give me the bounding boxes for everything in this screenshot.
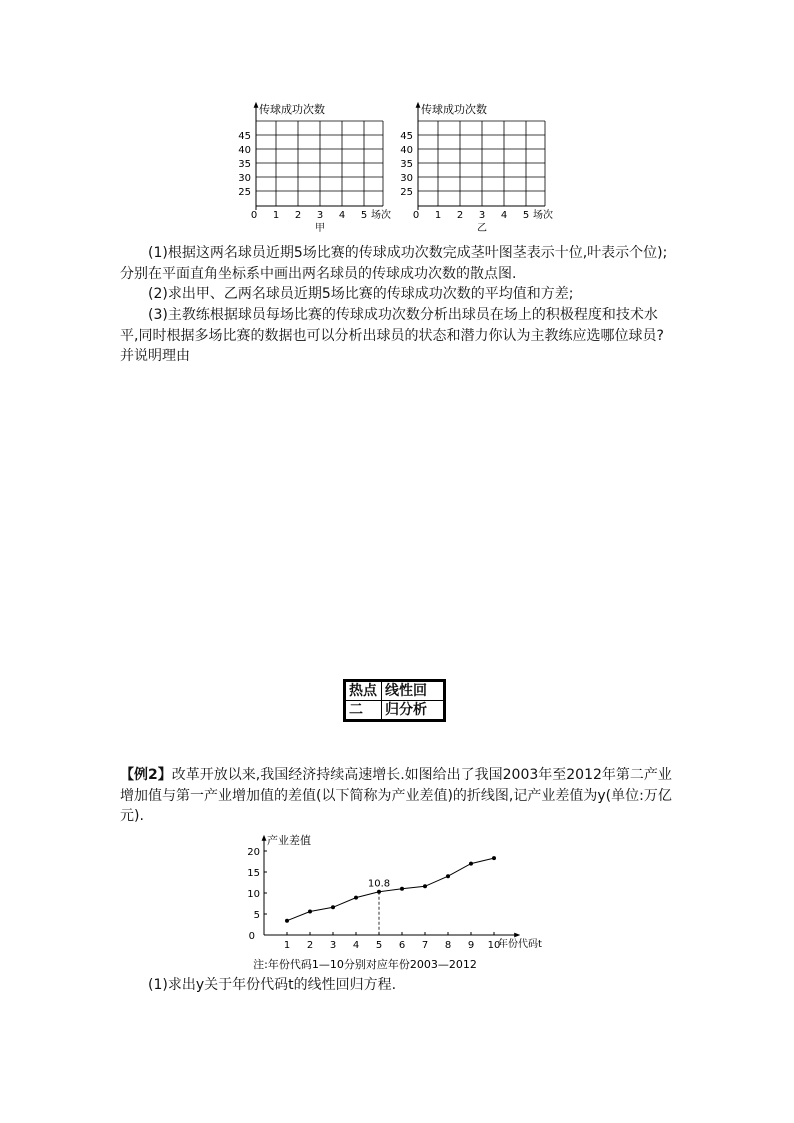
hotspot-cell-2: 线性回 (382, 682, 443, 701)
question-2: (2)求出甲、乙两名球员近期5场比赛的传球成功次数的平均值和方差; (148, 286, 574, 302)
line-chart (235, 830, 565, 972)
grid-jia-xtick: 5 (360, 210, 368, 221)
x-tick-label: 1 (283, 940, 291, 951)
grid-jia-xtick: 1 (272, 210, 280, 221)
grid-yi-ytick: 40 (400, 145, 413, 156)
grid-yi-ylabel: 传球成功次数 (421, 103, 487, 116)
x-tick-label: 2 (306, 940, 314, 951)
data-point (285, 919, 289, 923)
grid-jia-xtick: 2 (294, 210, 302, 221)
grid-yi (400, 102, 553, 234)
grid-yi-xtick: 0 (412, 210, 420, 221)
hotspot-cell-3: 二 (346, 701, 382, 720)
y-tick-label: 10 (247, 889, 260, 900)
grid-jia-ytick: 25 (238, 187, 251, 198)
series-points (285, 856, 496, 923)
grid-yi-caption: 乙 (477, 223, 487, 234)
y-tick-label: 5 (253, 910, 260, 921)
x-tick-label: 3 (329, 940, 337, 951)
data-point (308, 909, 312, 913)
grid-yi-xtick: 2 (456, 210, 464, 221)
data-point (469, 862, 473, 866)
grid-yi-xtick: 1 (434, 210, 442, 221)
data-point (492, 856, 496, 860)
x-tick-label: 7 (421, 940, 429, 951)
grid-jia-ytick: 40 (238, 145, 251, 156)
grid-yi-xtick: 3 (478, 210, 486, 221)
data-point (446, 874, 450, 878)
x-tick-label: 10 (487, 940, 501, 951)
grid-jia-xtick: 3 (316, 210, 324, 221)
example-2-paragraph (120, 765, 675, 827)
data-point (331, 905, 335, 909)
grid-yi-ytick: 45 (400, 131, 413, 142)
grid-yi-ytick: 35 (400, 159, 413, 170)
data-point (423, 884, 427, 888)
grid-jia (238, 102, 391, 234)
x-tick-label: 8 (444, 940, 452, 951)
data-point (354, 896, 358, 900)
grid-yi-ytick: 30 (400, 173, 413, 184)
x-tick-label: 5 (375, 940, 383, 951)
x-tick-label: 6 (398, 940, 406, 951)
hotspot-cell-1: 热点 (346, 682, 382, 701)
hotspot-cell-4: 归分析 (385, 701, 427, 718)
x-tick-label: 4 (352, 940, 360, 951)
grid-jia-ytick: 45 (238, 131, 251, 142)
x-tick-label: 9 (467, 940, 475, 951)
annotation-label: 10.8 (367, 878, 391, 890)
scatter-grids (225, 95, 565, 240)
grid-jia-ytick: 30 (238, 173, 251, 184)
chart-xlabel: 年份代码t (498, 939, 542, 950)
grid-yi-xtick: 5 (522, 210, 530, 221)
question-3: (3)主教练根据球员每场比赛的传球成功次数分析出球员在场上的积极程度和技术水平,同时根据多场比赛的数据也可以分析出球员的状态和潜力你认为主教练应选哪位球员?并说明理由 (120, 307, 664, 364)
chart-ylabel: 产业差值 (267, 834, 311, 847)
chart-note: 注:年份代码1—10分别对应年份2003—2012 (253, 958, 477, 971)
data-point (377, 890, 381, 894)
y-tick-label: 15 (247, 868, 260, 879)
grid-jia-ylabel: 传球成功次数 (259, 103, 325, 116)
grid-jia-xtick: 0 (250, 210, 258, 221)
question-1: (1)根据这两名球员近期5场比赛的传球成功次数完成茎叶图茎表示十位,叶表示个位);分别在平面直角坐标系中画出两名球员的传球成功次数的散点图. (120, 245, 668, 282)
grid-yi-xlabel: 场次 (533, 210, 553, 221)
example-2-text: 改革开放以来,我国经济持续高速增长.如图给出了我国2003年至2012年第二产业增加值与第一产业增加值的差值(以下简称为产业差值)的折线图,记产业差值为y(单位:万亿元). (120, 767, 672, 824)
grid-jia-xtick: 4 (338, 210, 346, 221)
grid-yi-xtick: 4 (500, 210, 508, 221)
chart-origin-label: 0 (248, 931, 255, 942)
y-tick-label: 20 (247, 847, 260, 858)
last-question: (1)求出y关于年份代码t的线性回归方程. (148, 977, 397, 993)
series-line (287, 858, 494, 921)
data-point (400, 887, 404, 891)
grid-jia-ytick: 35 (238, 159, 251, 170)
grid-jia-xlabel: 场次 (371, 210, 391, 221)
hotspot-box (343, 679, 446, 722)
grid-jia-caption: 甲 (315, 223, 325, 234)
example-2-tag: 【例2】 (120, 767, 172, 783)
grid-yi-ytick: 25 (400, 187, 413, 198)
